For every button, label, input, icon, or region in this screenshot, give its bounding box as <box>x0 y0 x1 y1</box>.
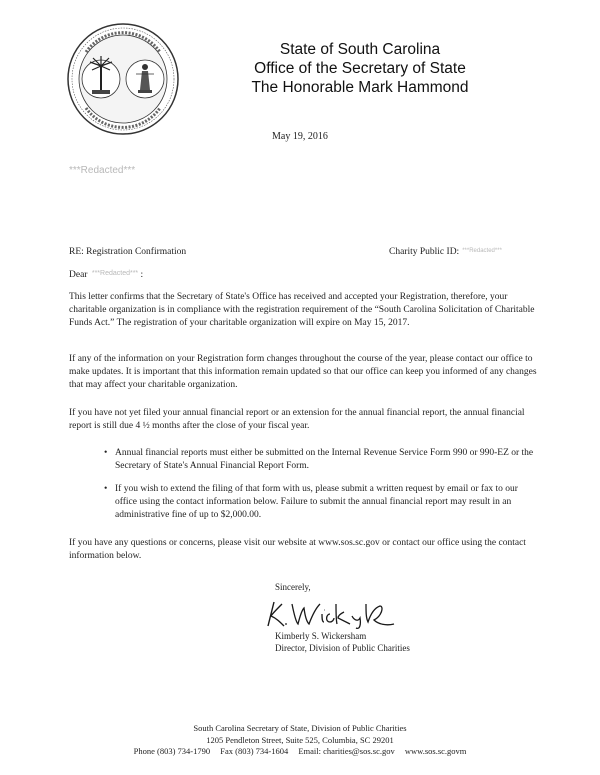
subject-line <box>69 247 539 257</box>
charity-id-label: Charity Public ID: <box>389 247 460 257</box>
bullet-icon: • <box>104 484 108 494</box>
letterhead-office: Office of the Secretary of State <box>254 60 466 77</box>
paragraph-contact: If you have any questions or concerns, please visit our website at www.sos.sc.gov or contact our office using the contact information below. <box>69 538 526 561</box>
footer-address: 1205 Pendleton Street, Suite 525, Columbia, SC 29201 <box>206 734 394 745</box>
salutation <box>69 270 143 280</box>
paragraph-financial-report: If you have not yet filed your annual financial report or an extension for the annual financial report, the annual financial report is still due 4 ½ months after the close of your fiscal year. <box>69 408 525 431</box>
signature-icon <box>262 596 402 630</box>
recipient-name: ***Redacted*** <box>69 165 136 176</box>
footer-website: www.sos.sc.govm <box>404 746 467 756</box>
bullet-text: Annual financial reports must either be submitted on the Internal Revenue Service Form 990 or 990-EZ or the Secretary of State's Annual Financial Report Form. <box>115 448 534 471</box>
signer-block <box>275 630 410 654</box>
signer-name: Kimberly S. Wickersham <box>275 631 367 641</box>
closing-sincerely: Sincerely, <box>275 582 311 592</box>
footer-phone: Phone (803) 734-1790 <box>133 746 211 756</box>
footer-fax: Fax (803) 734-1604 <box>220 746 289 756</box>
letterhead-secretary: The Honorable Mark Hammond <box>251 79 469 96</box>
state-seal-icon <box>66 22 180 136</box>
letter-date: May 19, 2016 <box>272 131 328 142</box>
signer-title: Director, Division of Public Charities <box>275 643 410 653</box>
bullet-icon: • <box>104 448 108 458</box>
salutation-punct: : <box>140 270 144 280</box>
footer-contact <box>60 746 540 758</box>
charity-id-value: ***Redacted*** <box>462 248 502 254</box>
charity-id <box>389 247 502 257</box>
paragraph-confirmation: This letter confirms that the Secretary of State's Office has received and accepted your Registration, therefore, your charitable organization is in compliance with the registration requirement of the “South Carolina Solicitation of Charitable Funds Act.” The registration of your charitable organization will expire on May 15, 2017. <box>69 292 535 328</box>
bullet-text: If you wish to extend the filing of that form with us, please submit a written request by email or fax to our office using the contact information below. Failure to submit the annual financial report may result in an administrative fine of up to $2,000.00. <box>115 484 518 520</box>
letterhead-state: State of South Carolina <box>279 41 441 58</box>
letterhead <box>215 40 505 97</box>
list-item <box>69 483 539 522</box>
list-item <box>69 447 539 473</box>
bullet-list <box>69 447 539 532</box>
paragraph-updates: If any of the information on your Registration form changes throughout the course of the year, please contact our office to make updates. It is important that this information remain updated so that our office can keep you informed of any changes that may affect your charitable organization. <box>69 354 537 390</box>
letter-footer <box>60 723 540 758</box>
footer-email: Email: charities@sos.sc.gov <box>298 746 395 756</box>
subject-re: RE: Registration Confirmation <box>69 247 187 257</box>
salutation-dear: Dear <box>69 270 88 280</box>
salutation-name: ***Redacted*** <box>91 270 139 277</box>
footer-org: South Carolina Secretary of State, Division of Public Charities <box>193 723 407 733</box>
